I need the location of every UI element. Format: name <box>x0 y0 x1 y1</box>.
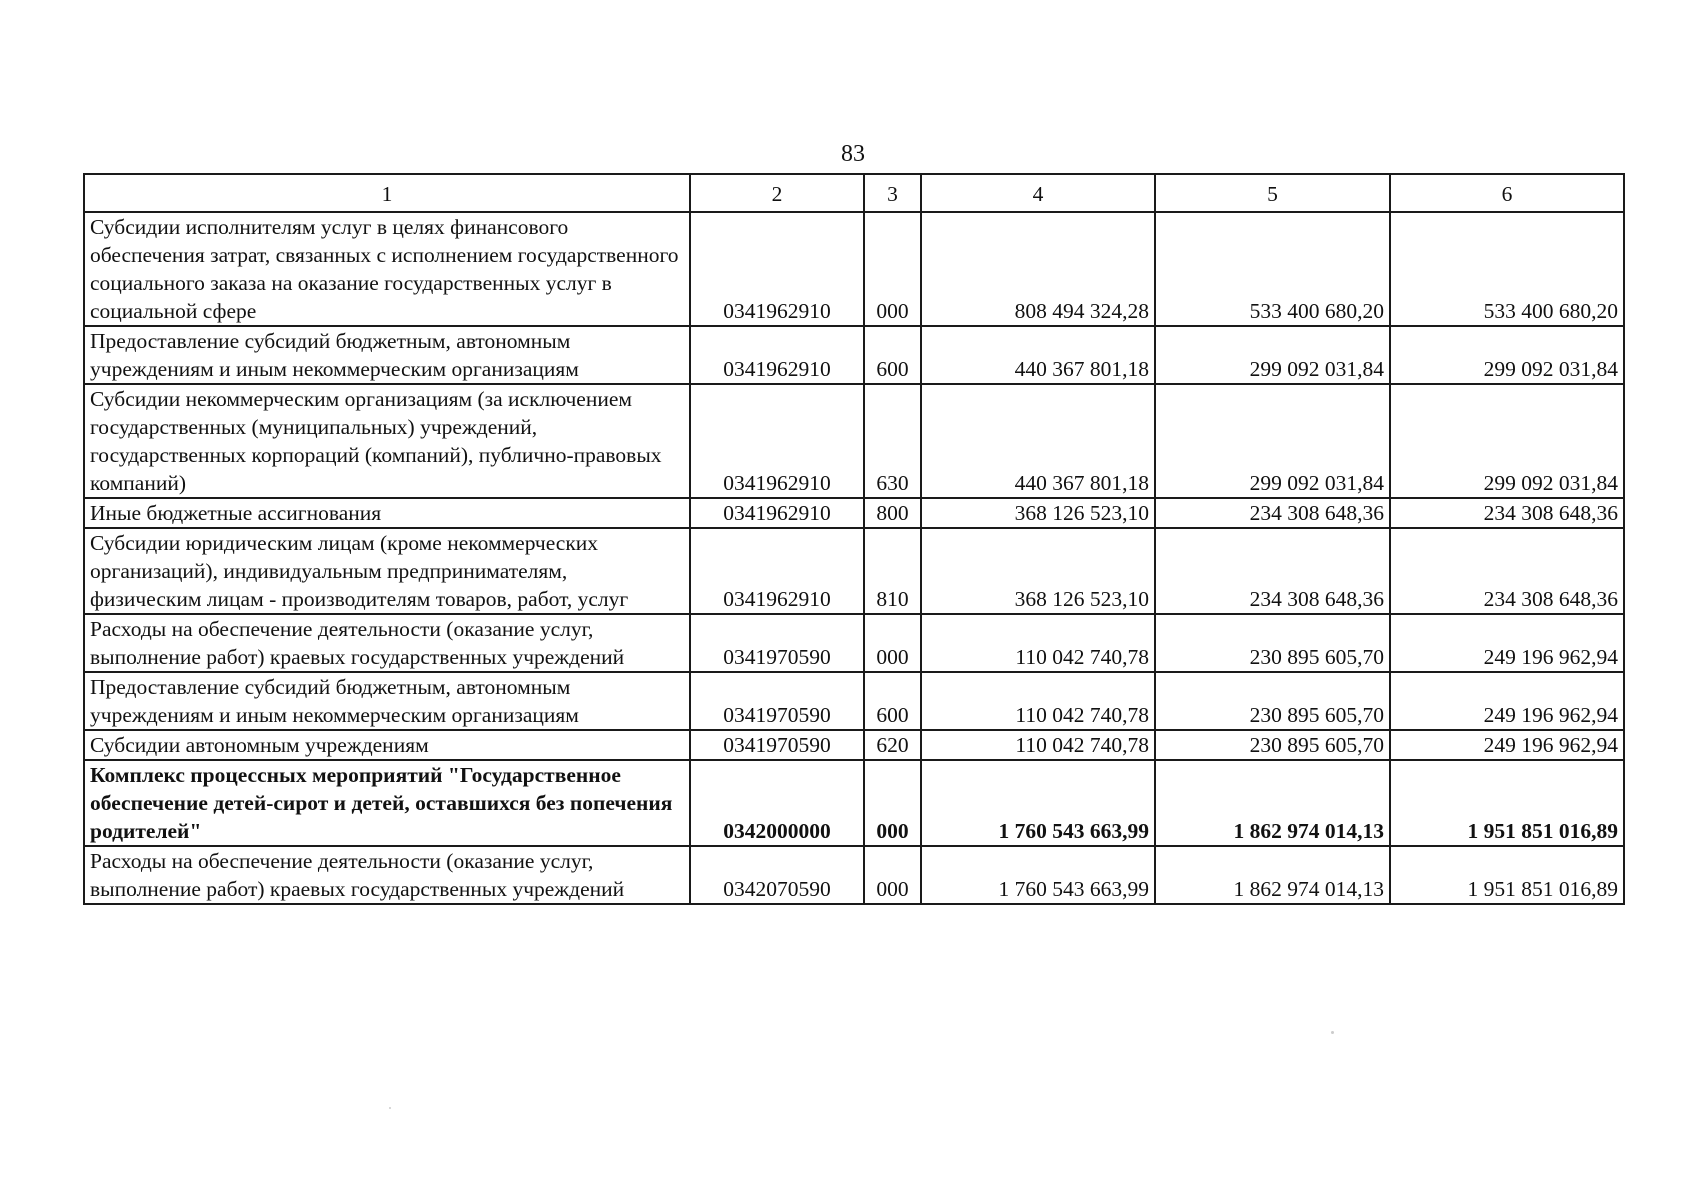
row-csr-cell: 0342000000 <box>690 760 864 846</box>
column-header-sum-3: 6 <box>1390 174 1624 212</box>
row-sum-2-cell: 234 308 648,36 <box>1155 498 1390 528</box>
row-csr-cell: 0341962910 <box>690 498 864 528</box>
row-vr-cell: 810 <box>864 528 921 614</box>
row-sum-3-cell: 299 092 031,84 <box>1390 326 1624 384</box>
row-vr-cell: 800 <box>864 498 921 528</box>
row-sum-3-cell: 1 951 851 016,89 <box>1390 846 1624 904</box>
column-header-sum-2: 5 <box>1155 174 1390 212</box>
row-csr-cell: 0341962910 <box>690 212 864 326</box>
row-sum-1-cell: 1 760 543 663,99 <box>921 846 1155 904</box>
row-name-cell: Расходы на обеспечение деятельности (оказание услуг, выполнение работ) краевых государственных учреждений <box>84 614 690 672</box>
row-sum-2-cell: 230 895 605,70 <box>1155 730 1390 760</box>
row-sum-2-cell: 1 862 974 014,13 <box>1155 846 1390 904</box>
row-csr-cell: 0341970590 <box>690 672 864 730</box>
column-header-vr: 3 <box>864 174 921 212</box>
table-row <box>84 528 1624 614</box>
row-name-cell: Субсидии юридическим лицам (кроме некоммерческих организаций), индивидуальным предпринимателям, физическим лицам - производителям товаров, работ, услуг <box>84 528 690 614</box>
row-sum-1-cell: 110 042 740,78 <box>921 614 1155 672</box>
row-sum-2-cell: 299 092 031,84 <box>1155 326 1390 384</box>
row-sum-3-cell: 533 400 680,20 <box>1390 212 1624 326</box>
row-sum-3-cell: 249 196 962,94 <box>1390 614 1624 672</box>
row-vr-cell: 600 <box>864 326 921 384</box>
row-sum-1-cell: 808 494 324,28 <box>921 212 1155 326</box>
row-name-cell: Предоставление субсидий бюджетным, автономным учреждениям и иным некоммерческим организациям <box>84 326 690 384</box>
row-csr-cell: 0341970590 <box>690 730 864 760</box>
row-sum-2-cell: 230 895 605,70 <box>1155 614 1390 672</box>
row-csr-cell: 0341962910 <box>690 528 864 614</box>
page-number: 83 <box>841 141 865 167</box>
row-sum-2-cell: 533 400 680,20 <box>1155 212 1390 326</box>
scan-speck <box>389 1107 391 1109</box>
row-csr-cell: 0341970590 <box>690 614 864 672</box>
row-vr-cell: 000 <box>864 760 921 846</box>
row-sum-3-cell: 249 196 962,94 <box>1390 672 1624 730</box>
row-sum-1-cell: 440 367 801,18 <box>921 384 1155 498</box>
column-header-name: 1 <box>84 174 690 212</box>
row-sum-2-cell: 230 895 605,70 <box>1155 672 1390 730</box>
row-name-cell: Расходы на обеспечение деятельности (оказание услуг, выполнение работ) краевых государственных учреждений <box>84 846 690 904</box>
row-sum-2-cell: 299 092 031,84 <box>1155 384 1390 498</box>
table-row <box>84 846 1624 904</box>
budget-table <box>83 173 1625 905</box>
table-row <box>84 760 1624 846</box>
row-name-cell: Иные бюджетные ассигнования <box>84 498 690 528</box>
row-vr-cell: 000 <box>864 846 921 904</box>
row-vr-cell: 600 <box>864 672 921 730</box>
row-sum-2-cell: 1 862 974 014,13 <box>1155 760 1390 846</box>
table-row <box>84 326 1624 384</box>
row-sum-1-cell: 368 126 523,10 <box>921 498 1155 528</box>
row-name-cell: Субсидии некоммерческим организациям (за исключением государственных (муниципальных) учреждений, государственных корпораций (компаний), публично-правовых компаний) <box>84 384 690 498</box>
row-sum-3-cell: 234 308 648,36 <box>1390 498 1624 528</box>
row-csr-cell: 0342070590 <box>690 846 864 904</box>
row-name-cell: Субсидии автономным учреждениям <box>84 730 690 760</box>
scan-speck <box>1331 1031 1334 1034</box>
row-name-cell: Предоставление субсидий бюджетным, автономным учреждениям и иным некоммерческим организациям <box>84 672 690 730</box>
row-sum-1-cell: 1 760 543 663,99 <box>921 760 1155 846</box>
table-row <box>84 730 1624 760</box>
table-row <box>84 384 1624 498</box>
row-sum-1-cell: 368 126 523,10 <box>921 528 1155 614</box>
table-row <box>84 212 1624 326</box>
row-csr-cell: 0341962910 <box>690 384 864 498</box>
table-header-row <box>84 174 1624 212</box>
row-sum-1-cell: 110 042 740,78 <box>921 730 1155 760</box>
row-sum-1-cell: 110 042 740,78 <box>921 672 1155 730</box>
row-vr-cell: 000 <box>864 614 921 672</box>
row-sum-3-cell: 1 951 851 016,89 <box>1390 760 1624 846</box>
row-vr-cell: 630 <box>864 384 921 498</box>
row-csr-cell: 0341962910 <box>690 326 864 384</box>
row-sum-2-cell: 234 308 648,36 <box>1155 528 1390 614</box>
row-sum-3-cell: 299 092 031,84 <box>1390 384 1624 498</box>
row-sum-3-cell: 249 196 962,94 <box>1390 730 1624 760</box>
row-name-cell: Субсидии исполнителям услуг в целях финансового обеспечения затрат, связанных с исполнением государственного социального заказа на оказание государственных услуг в социальной сфере <box>84 212 690 326</box>
table-row <box>84 498 1624 528</box>
row-vr-cell: 000 <box>864 212 921 326</box>
row-sum-3-cell: 234 308 648,36 <box>1390 528 1624 614</box>
table-row <box>84 614 1624 672</box>
table-body <box>84 212 1624 904</box>
table-row <box>84 672 1624 730</box>
row-sum-1-cell: 440 367 801,18 <box>921 326 1155 384</box>
row-name-cell: Комплекс процессных мероприятий "Государственное обеспечение детей-сирот и детей, оставшихся без попечения родителей" <box>84 760 690 846</box>
column-header-sum-1: 4 <box>921 174 1155 212</box>
row-vr-cell: 620 <box>864 730 921 760</box>
column-header-csr: 2 <box>690 174 864 212</box>
